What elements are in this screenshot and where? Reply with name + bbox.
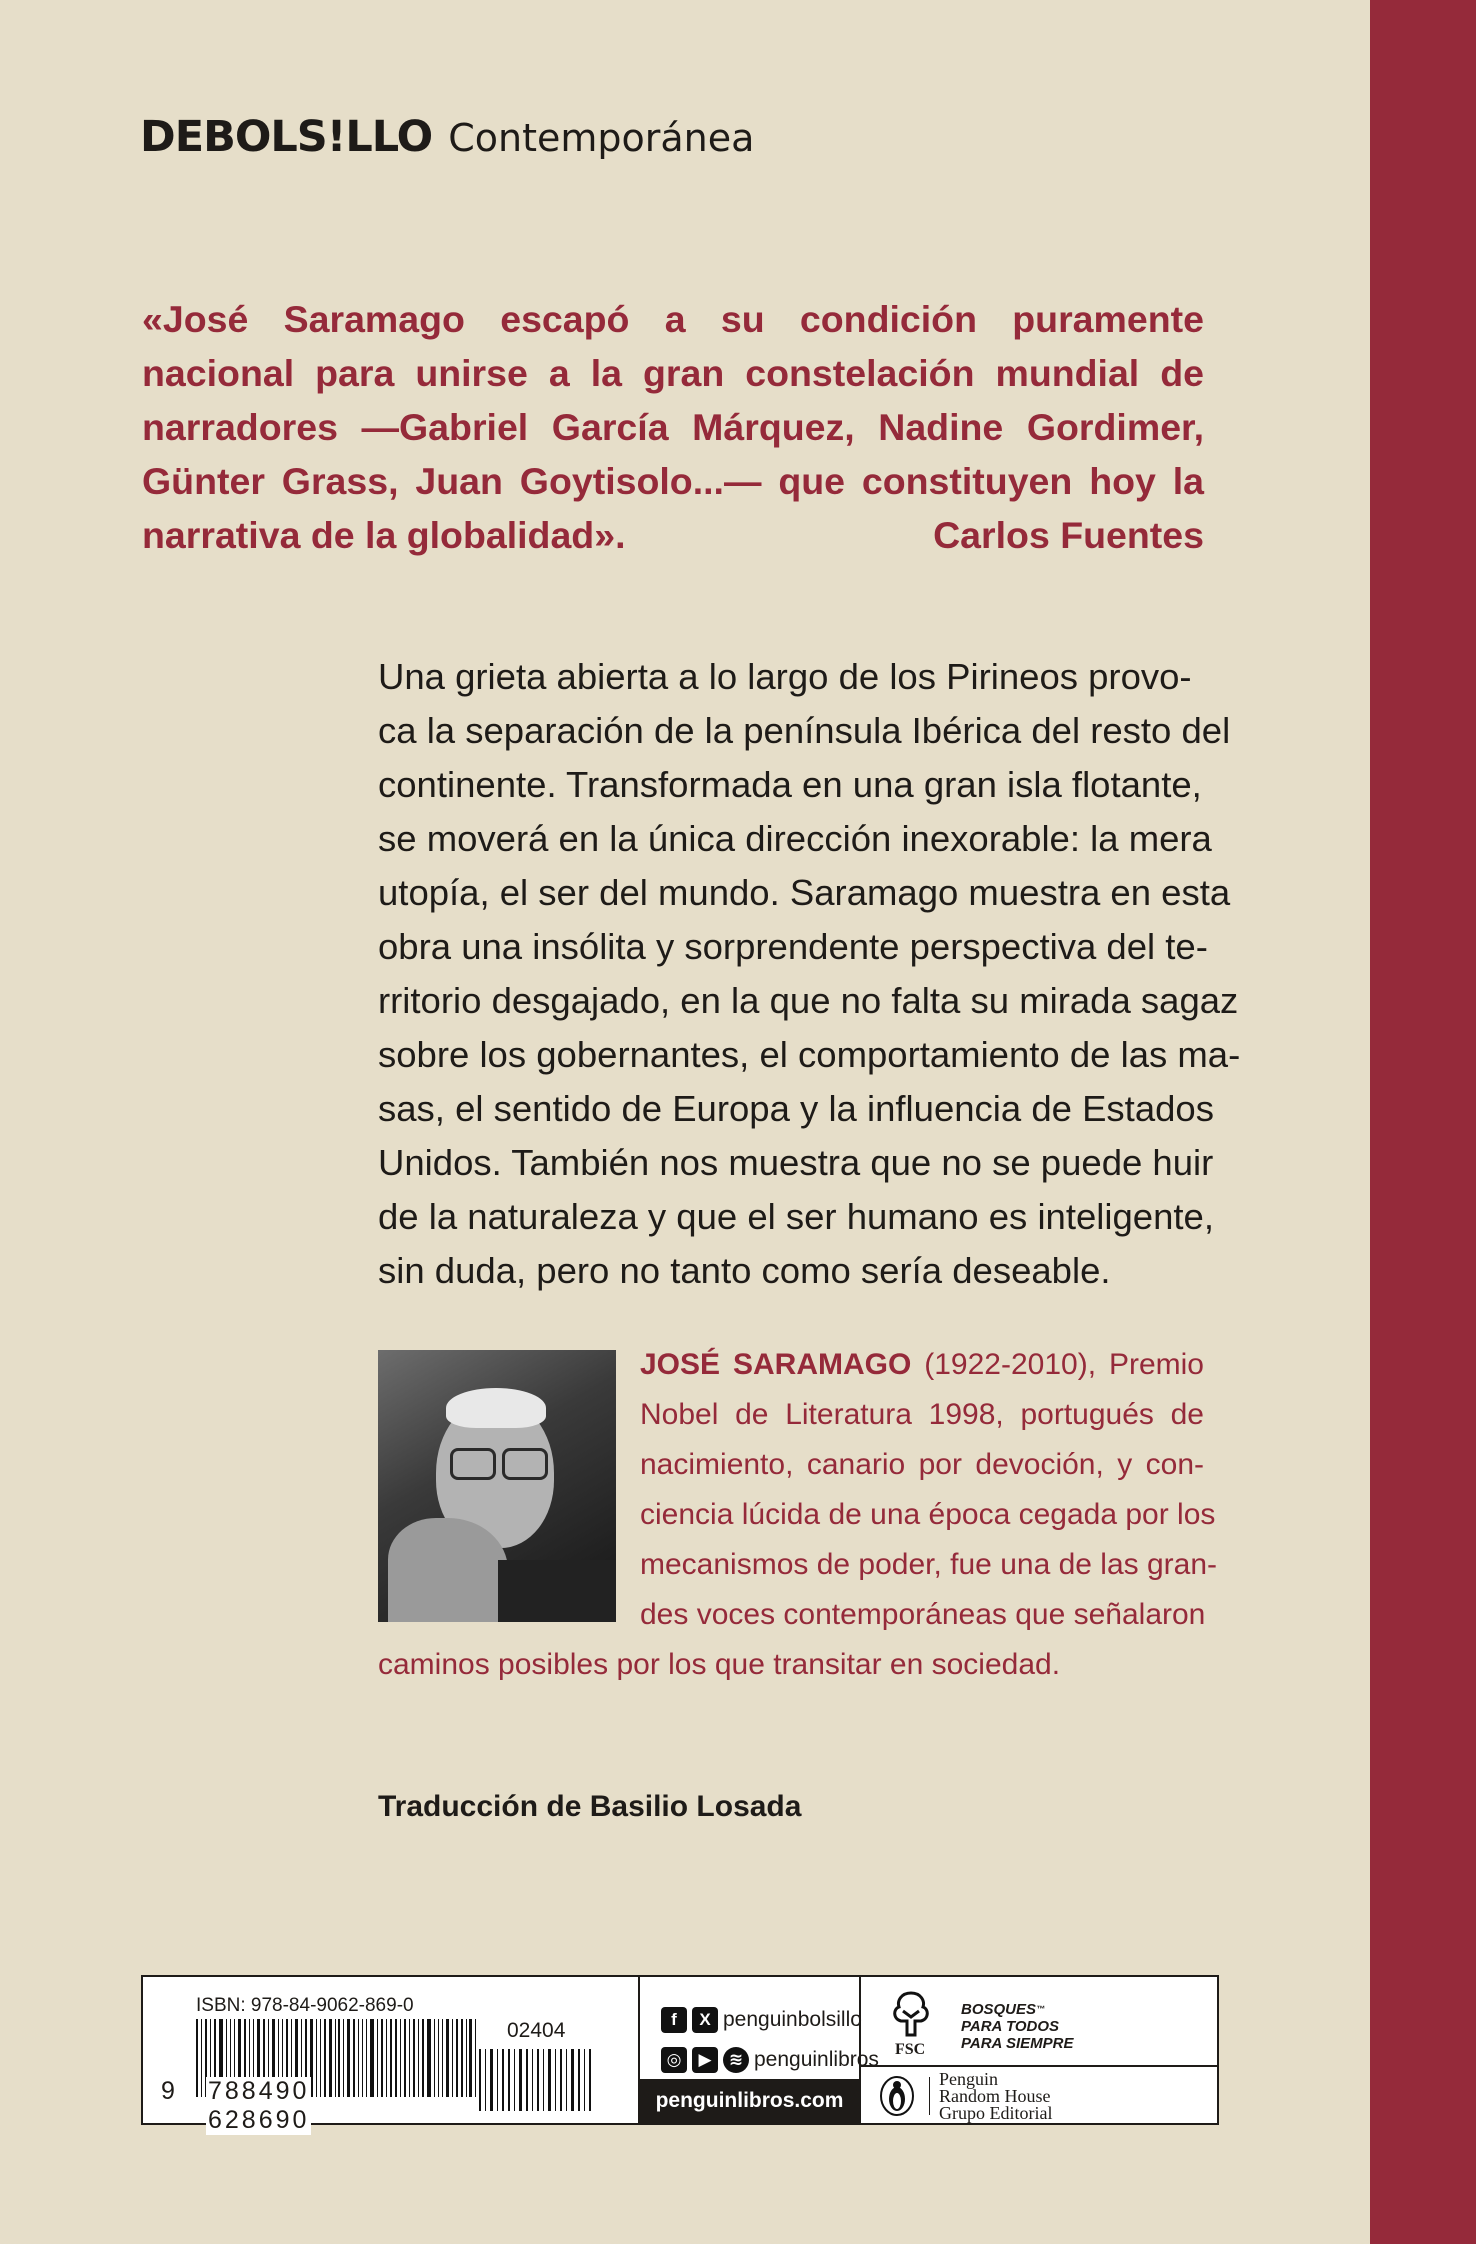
synopsis-line: rritorio desgajado, en la que no falta su mirada sagaz [378, 980, 1239, 1021]
fsc-slogan [961, 2001, 1074, 2052]
barcode-bar [329, 2019, 332, 2097]
barcode-bar [353, 2019, 355, 2097]
logos-cell [861, 1977, 1217, 2123]
barcode-bar [335, 2019, 336, 2097]
blurb-quote: «José Saramago escapó a su condición puramente nacional para unirse a la gran constelación mundial de narradores —Gabriel García Márquez, Nadine Gordimer, Günter Grass, Juan Goytisolo...— que constituyen hoy la narrativa de la globalidad». [142, 298, 1204, 556]
debolsillo-logo: DEBOLS!LLO [140, 112, 433, 162]
website-link[interactable]: penguinlibros.com [640, 2079, 859, 2123]
prh-line: Penguin [939, 2069, 999, 2089]
bio-author-name: JOSÉ SARAMAGO [640, 1348, 912, 1381]
barcode-bar [320, 2019, 321, 2097]
barcode-bar [338, 2019, 340, 2097]
social-cell [640, 1977, 879, 2123]
barcode-bar [479, 2049, 481, 2111]
fsc-tree-icon [887, 1989, 935, 2039]
synopsis-line: Unidos. También nos muestra que no se puede huir [378, 1142, 1214, 1183]
publisher-brand [140, 112, 754, 168]
barcode-bar [196, 2019, 198, 2097]
barcode-bar [377, 2019, 378, 2097]
blurb-author: Carlos Fuentes [933, 514, 1204, 556]
barcode-bar [347, 2019, 350, 2097]
barcode-bar [404, 2019, 406, 2097]
fsc-line: PARA SIEMPRE [961, 2035, 1074, 2052]
synopsis-line: sas, el sentido de Europa y la influencia de Estados [378, 1088, 1214, 1129]
barcode-bar [466, 2019, 467, 2097]
prh-divider [929, 2077, 930, 2115]
barcode-bar [452, 2019, 453, 2097]
prh-block [861, 2067, 1217, 2123]
barcode-bar [446, 2019, 449, 2097]
barcode-bar [422, 2019, 424, 2097]
barcode-bar [537, 2049, 539, 2111]
barcode-bar [461, 2019, 463, 2097]
barcode-bar [434, 2019, 435, 2097]
barcode-digit-groups: 788490 628690 [208, 2077, 310, 2134]
barcode-bar [508, 2049, 510, 2111]
synopsis-line: obra una insólita y sorprendente perspectiva del te- [378, 926, 1208, 967]
barcode-bar [532, 2049, 533, 2111]
synopsis-line: de la naturaleza y que el ser humano es inteligente, [378, 1196, 1214, 1237]
penguin-icon [877, 2075, 917, 2117]
barcode-bar [519, 2049, 522, 2111]
barcode-bar [409, 2019, 410, 2097]
fsc-block [861, 1977, 1217, 2067]
bio-line: nacimiento, canario por devoción, y con- [640, 1448, 1204, 1481]
bio-line [640, 1340, 1204, 1390]
synopsis-line: ca la separación de la península Ibérica del resto del [378, 710, 1231, 751]
barcode-bar [395, 2019, 397, 2097]
barcode-bar [485, 2049, 486, 2111]
bio-line: Nobel de Literatura 1998, portugués de [640, 1398, 1204, 1431]
price-code: 02404 [507, 2019, 566, 2042]
barcode-bar [442, 2019, 443, 2097]
barcode-bar [526, 2049, 528, 2111]
barcode-bar [390, 2019, 393, 2097]
barcode-first-digit: 9 [161, 2077, 178, 2105]
social-row-bolsillo [661, 2007, 862, 2033]
barcode-bar [413, 2019, 416, 2097]
barcode-bar [427, 2019, 431, 2097]
author-bio [378, 1340, 1218, 1690]
barcode-bar [343, 2019, 344, 2097]
fsc-label: FSC [895, 2041, 926, 2058]
barcode-bar [469, 2019, 472, 2097]
synopsis-line: sin duda, pero no tanto como sería deseable. [378, 1250, 1111, 1291]
bio-dates: (1922-2010), Premio [911, 1348, 1204, 1381]
barcode-bar [543, 2049, 544, 2111]
barcode-bar [362, 2019, 364, 2097]
fsc-line: BOSQUES [961, 2001, 1037, 2018]
collection-name: Contemporánea [448, 116, 755, 160]
barcode-bar [555, 2049, 556, 2111]
barcode-cell [143, 1977, 640, 2134]
barcode-bar [358, 2019, 359, 2097]
synopsis-line: se moverá en la única dirección inexorable: la mera [378, 818, 1212, 859]
prh-line: Random House [939, 2086, 1051, 2106]
barcode-bar [370, 2019, 374, 2097]
prh-logo-text [939, 2071, 1052, 2122]
spotify-icon[interactable]: ≋ [723, 2047, 749, 2073]
bio-line: mecanismos de poder, fue una de las gran- [640, 1548, 1218, 1581]
barcode-bar [475, 2019, 476, 2097]
barcode-bar [566, 2049, 567, 2111]
synopsis [378, 650, 1241, 1298]
barcode-bar [514, 2049, 515, 2111]
barcode-bar [366, 2019, 367, 2097]
x-icon[interactable]: X [692, 2007, 718, 2033]
social-row-libros [661, 2047, 879, 2073]
barcode-bar [584, 2049, 585, 2111]
barcode-bar [456, 2019, 458, 2097]
barcode-bar [560, 2049, 562, 2111]
barcode-bar [438, 2019, 440, 2097]
barcode-bar [400, 2019, 401, 2097]
barcode-bar [201, 2019, 202, 2097]
barcode-bar [324, 2019, 326, 2097]
isbn-number: ISBN: 978-84-9062-869-0 [196, 1995, 414, 2016]
barcode-bar [497, 2049, 498, 2111]
youtube-icon[interactable]: ▶ [692, 2047, 718, 2073]
barcode-bar [386, 2019, 387, 2097]
barcode-bar [381, 2019, 383, 2097]
synopsis-line: Una grieta abierta a lo largo de los Pirineos provo- [378, 656, 1192, 697]
price-barcode-bars [479, 2049, 615, 2111]
instagram-icon[interactable]: ◎ [661, 2047, 687, 2073]
facebook-icon[interactable]: f [661, 2007, 687, 2033]
synopsis-line: utopía, el ser del mundo. Saramago muestra en esta [378, 872, 1231, 913]
barcode-bar [578, 2049, 580, 2111]
barcode-bar [316, 2019, 317, 2097]
fsc-trademark: ™ [1036, 2004, 1046, 2014]
info-box [141, 1975, 1219, 2134]
barcode-bar [589, 2049, 591, 2111]
translation-credit: Traducción de Basilio Losada [378, 1790, 802, 1823]
barcode-bar [502, 2049, 504, 2111]
barcode-bar [571, 2049, 574, 2111]
bio-line: des voces contemporáneas que señalaron [640, 1598, 1206, 1631]
synopsis-line: continente. Transformada en una gran isla flotante, [378, 764, 1202, 805]
bio-line: ciencia lúcida de una época cegada por los [640, 1498, 1216, 1531]
social-handle[interactable]: penguinbolsillo [723, 2008, 862, 2031]
spine-band [1370, 0, 1476, 2244]
prh-line: Grupo Editorial [939, 2103, 1053, 2123]
fsc-line: PARA TODOS [961, 2018, 1060, 2035]
barcode-bar [418, 2019, 419, 2097]
synopsis-line: sobre los gobernantes, el comportamiento de las ma- [378, 1034, 1241, 1075]
barcode-bar [490, 2049, 493, 2111]
bio-line: caminos posibles por los que transitar en sociedad. [378, 1648, 1061, 1681]
social-handle[interactable]: penguinlibros [754, 2048, 879, 2071]
barcode-bar [548, 2049, 551, 2111]
